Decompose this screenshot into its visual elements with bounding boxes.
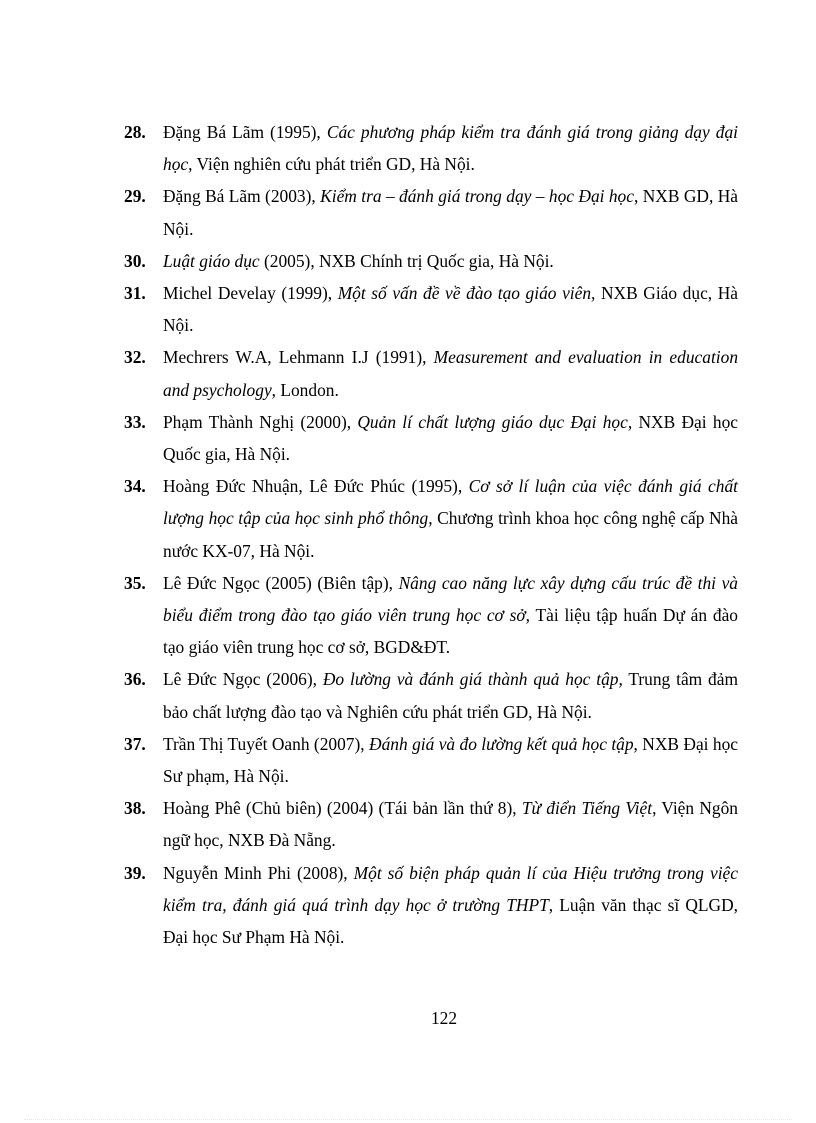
reference-author: Trần Thị Tuyết Oanh (2007),: [163, 733, 370, 754]
reference-publication-info: , NXB Đại học Sư phạm, Hà Nội.: [163, 733, 739, 787]
reference-publication-info: NXB Đại học Quốc gia, Hà Nội.: [163, 411, 738, 465]
reference-item: [124, 728, 738, 792]
reference-title: Một số biện pháp quản lí của Hiệu trưởng trong việc kiểm tra, đánh giá quá trình dạy học ở trường THPT: [163, 862, 738, 915]
reference-title: Luật giáo dục: [163, 250, 260, 271]
reference-number: 32.: [124, 347, 146, 368]
reference-title: Nâng cao năng lực xây dựng cấu trúc đề thi và biểu điểm trong đào tạo giáo viên trung học cơ sở,: [163, 572, 738, 626]
reference-publication-info: , London.: [271, 379, 339, 400]
reference-publication-info: Chương trình khoa học công nghệ cấp Nhà nước KX-07, Hà Nội.: [163, 508, 738, 561]
reference-item: [124, 567, 738, 664]
reference-item: [124, 180, 738, 244]
reference-author: Lê Đức Ngọc (2005) (Biên tập),: [163, 572, 399, 593]
reference-author: Phạm Thành Nghị (2000),: [163, 411, 358, 432]
reference-author: Nguyễn Minh Phi (2008),: [163, 862, 354, 883]
reference-publication-info: , Luận văn thạc sĩ QLGD, Đại học Sư Phạm Hà Nội.: [163, 894, 739, 948]
reference-item: [124, 341, 738, 405]
reference-publication-info: (2005), NXB Chính trị Quốc gia, Hà Nội.: [259, 250, 554, 271]
reference-item: [124, 470, 738, 567]
page-number: 122: [430, 1008, 458, 1028]
reference-number: 34.: [124, 476, 146, 497]
reference-title: Đo lường và đánh giá thành quả học tập,: [322, 669, 623, 690]
reference-number: 39.: [124, 862, 146, 883]
reference-author: Hoàng Phê (Chủ biên) (2004) (Tái bản lần thứ 8),: [163, 798, 522, 819]
page-bottom-divider: [24, 1119, 792, 1120]
reference-item: [124, 277, 738, 341]
reference-number: 35.: [124, 572, 146, 593]
reference-author: Hoàng Đức Nhuận, Lê Đức Phúc (1995),: [163, 476, 469, 497]
reference-number: 31.: [124, 283, 146, 304]
reference-number: 33.: [124, 411, 146, 432]
reference-publication-info: NXB Giáo dục, Hà Nội.: [163, 283, 739, 336]
reference-title: Kiểm tra – đánh giá trong dạy – học Đại học: [320, 186, 634, 207]
reference-publication-info: , Viện Ngôn ngữ học, NXB Đà Nẵng.: [163, 798, 738, 851]
reference-title: Từ điển Tiếng Việt: [521, 798, 653, 819]
reference-title: Cơ sở lí luận của việc đánh giá chất lượng học tập của học sinh phổ thông,: [163, 476, 738, 529]
reference-item: [124, 792, 738, 856]
reference-list: [124, 116, 738, 953]
reference-publication-info: Trung tâm đảm bảo chất lượng đào tạo và Nghiên cứu phát triển GD, Hà Nội.: [163, 669, 738, 722]
reference-number: 29.: [124, 186, 146, 207]
reference-number: 28.: [124, 122, 146, 142]
reference-publication-info: Viện nghiên cứu phát triển GD, Hà Nội.: [192, 154, 475, 175]
reference-author: Đặng Bá Lãm (1995),: [163, 122, 327, 142]
reference-author: Lê Đức Ngọc (2006),: [163, 669, 323, 690]
reference-item: [124, 857, 738, 954]
reference-item: [124, 406, 738, 470]
reference-number: 30.: [124, 250, 146, 271]
reference-author: Michel Develay (1999),: [163, 283, 338, 304]
reference-title: Một số vấn đề về đào tạo giáo viên,: [337, 283, 596, 304]
reference-publication-info: , NXB GD, Hà Nội.: [163, 186, 738, 239]
reference-author: Mechrers W.A, Lehmann I.J (1991),: [163, 347, 434, 368]
reference-item: [124, 663, 738, 727]
reference-title: Các phương pháp kiểm tra đánh giá trong giảng dạy đại học,: [163, 122, 738, 175]
reference-number: 36.: [124, 669, 146, 690]
reference-number: 37.: [124, 733, 146, 754]
reference-item: [124, 116, 738, 180]
reference-title: Đánh giá và đo lường kết quả học tập: [369, 733, 634, 754]
reference-title: Measurement and evaluation in education and psychology: [163, 347, 739, 400]
reference-author: Đặng Bá Lãm (2003),: [163, 186, 321, 207]
reference-number: 38.: [124, 798, 146, 819]
reference-publication-info: Tài liệu tập huấn Dự án đào tạo giáo viên trung học cơ sở, BGD&ĐT.: [163, 605, 738, 658]
reference-title: Quản lí chất lượng giáo dục Đại học,: [357, 411, 633, 432]
reference-item: [124, 245, 738, 277]
